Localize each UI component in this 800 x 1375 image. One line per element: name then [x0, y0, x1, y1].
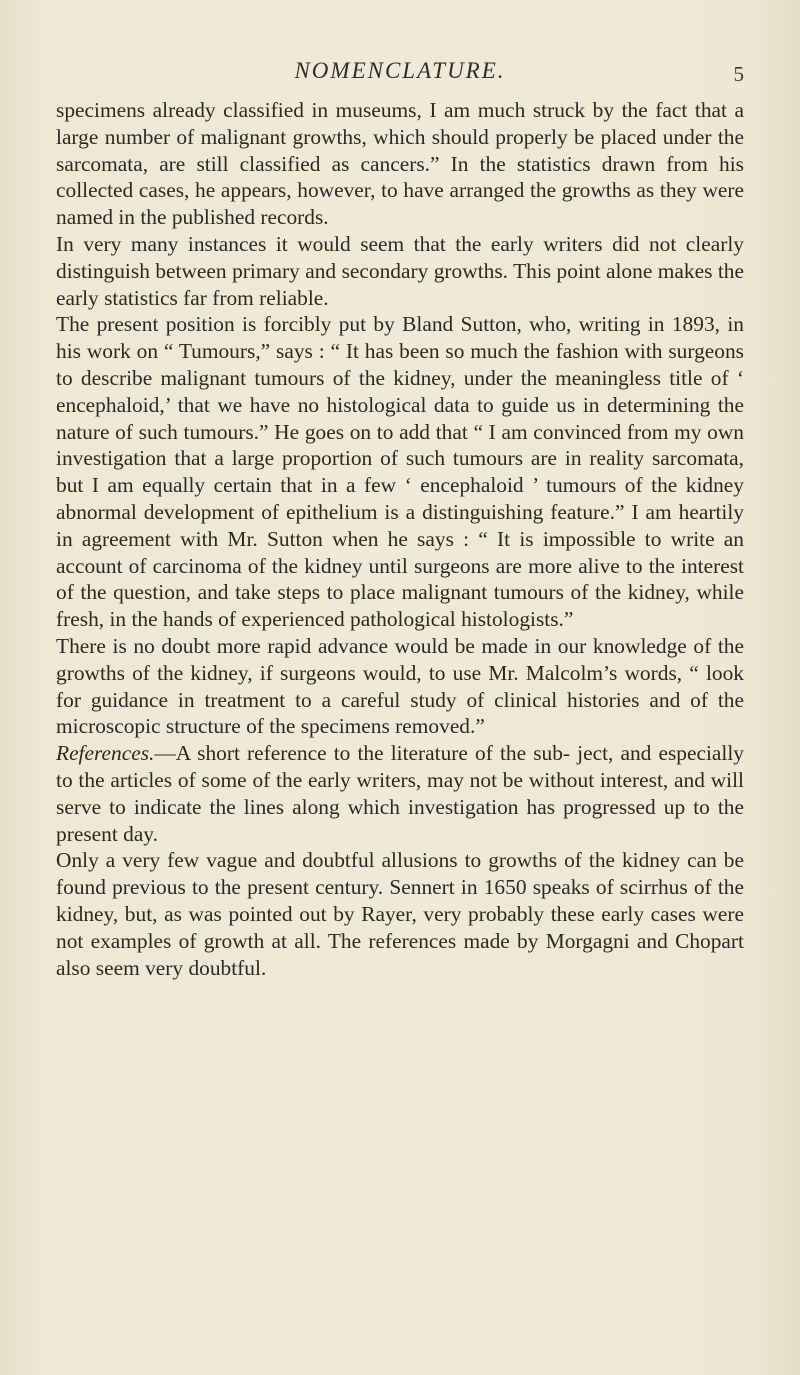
references-text: —A short reference to the literature of the sub- ject, and especially to the articles of some of the early writers, may not be without interest, and will serve to indicate the lines along which investigation has progressed up to the present day. [56, 741, 744, 846]
body-text [56, 97, 744, 981]
paragraph-6: Only a very few vague and doubtful allusions to growths of the kidney can be found previous to the present century. Sennert in 1650 speaks of scirrhus of the kidney, but, as was pointed out by Rayer, very probably these early cases were not examples of growth at all. The references made by Morgagni and Chopart also seem very doubtful. [56, 848, 744, 980]
paragraph-3: The present position is forcibly put by Bland Sutton, who, writing in 1893, in his work on “ Tumours,” says : “ It has been so much the fashion with surgeons to describe malignant tumours of the kidney, under the meaningless title of ‘ encephaloid,’ that we have no histological data to guide us in determining the nature of such tumours.” He goes on to add that “ I am convinced from my own investigation that a large proportion of such tumours are in reality sarcomata, but I am equally certain that in a few ‘ encephaloid ’ tumours of the kidney abnormal development of epithelium is a distinguishing feature.” I am heartily in agreement with Mr. Sutton when he says : “ It is impossible to write an account of carcinoma of the kidney until surgeons are more alive to the interest of the question, and take steps to place malignant tumours of the kidney, while fresh, in the hands of experienced pathological histologists.” [56, 312, 744, 632]
paragraph-2: In very many instances it would seem that the early writers did not clearly distinguish between primary and secondary growths. This point alone makes the early statistics far from reliable. [56, 231, 744, 310]
paragraph-references [56, 740, 744, 847]
running-head [56, 58, 744, 88]
paragraph-1: specimens already classified in museums, I am much struck by the fact that a large number of malignant growths, which should properly be placed under the sarcomata, are still classified as cancers.” In the statistics drawn from his collected cases, he appears, however, to have arranged the growths as they were named in the published records. [56, 98, 744, 230]
paragraph-4: There is no doubt more rapid advance would be made in our knowledge of the growths of the kidney, if surgeons would, to use Mr. Malcolm’s words, “ look for guidance in treatment to a careful study of clinical histories and of the microscopic structure of the specimens removed.” [56, 633, 744, 739]
running-title: NOMENCLATURE. [294, 58, 506, 83]
page-number: 5 [733, 62, 744, 86]
references-heading: References. [56, 741, 155, 766]
